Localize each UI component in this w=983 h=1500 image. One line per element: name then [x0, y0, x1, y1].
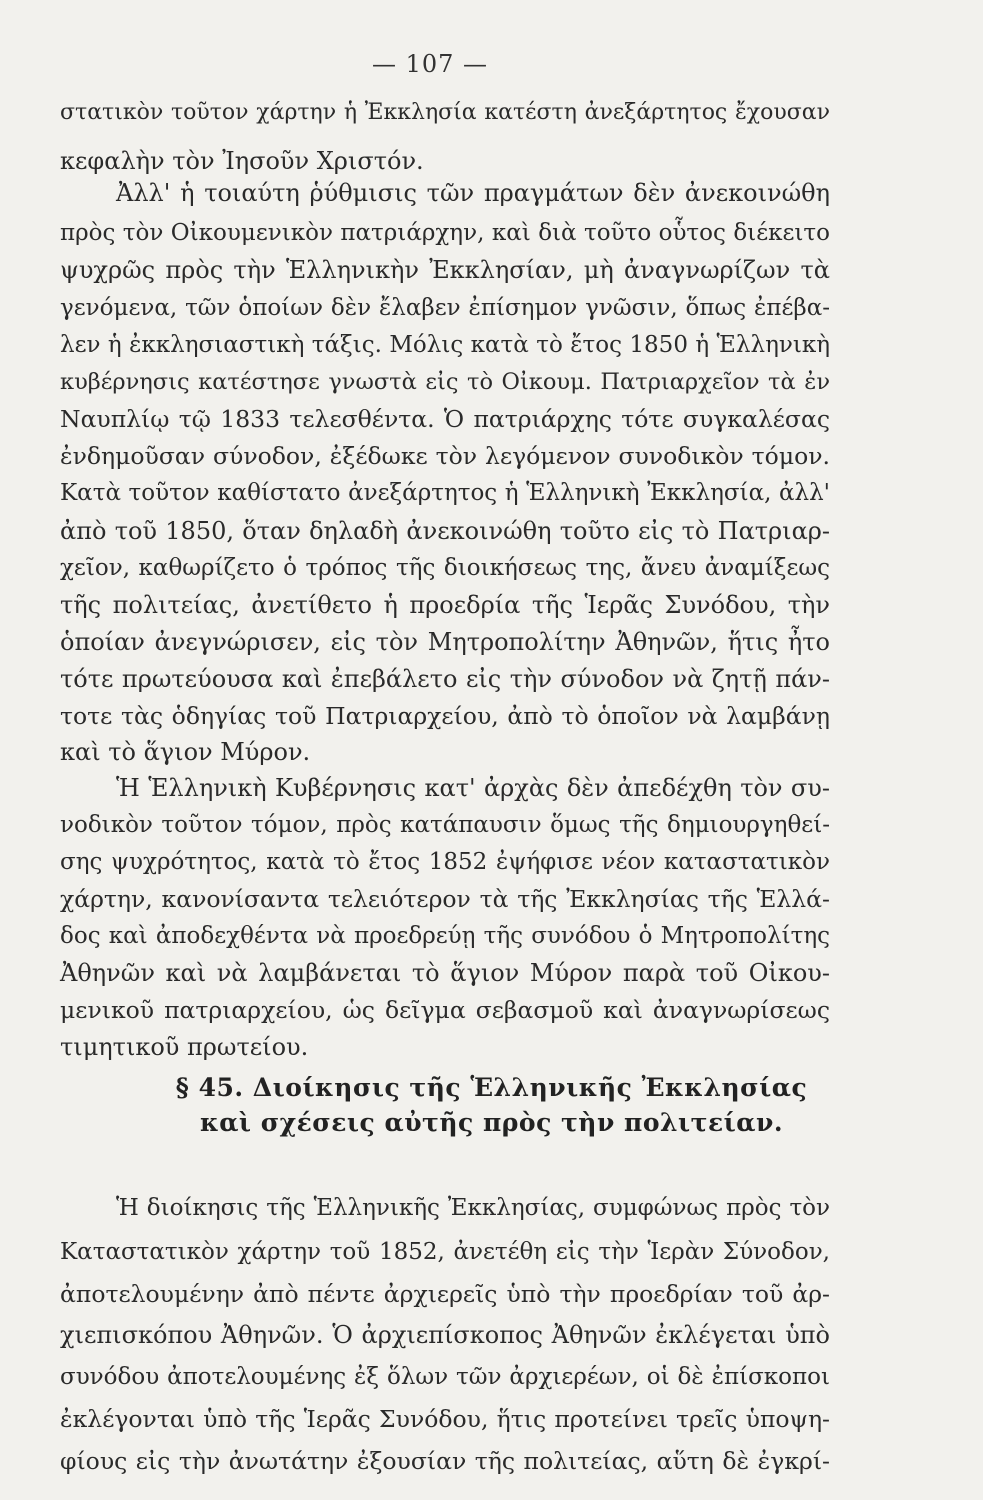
- text-line: Ἀλλ' ἡ τοιαύτη ῥύθμισις τῶν πραγμάτων δὲν ἀνεκοινώθη: [116, 179, 830, 207]
- section-heading: § 45. Διοίκησις τῆς Ἑλληνικῆς Ἐκκλησίας: [175, 1073, 808, 1102]
- text-line: ψυχρῶς πρὸς τὴν Ἑλληνικὴν Ἐκκλησίαν, μὴ ἀναγνωρίζων τὰ: [60, 256, 830, 284]
- text-line: Ἡ διοίκησις τῆς Ἑλληνικῆς Ἐκκλησίας, συμφώνως πρὸς τὸν: [116, 1195, 830, 1221]
- text-line: συνόδου ἀποτελουμένης ἐξ ὅλων τῶν ἀρχιερέων, οἱ δὲ ἐπίσκοποι: [60, 1364, 830, 1390]
- text-line: στατικὸν τοῦτον χάρτην ἡ Ἐκκλησία κατέστη ἀνεξάρτητος ἔχουσαν: [60, 100, 830, 125]
- text-line: ἐκλέγονται ὑπὸ τῆς Ἱερᾶς Συνόδου, ἥτις προτείνει τρεῖς ὑποψη-: [60, 1405, 830, 1433]
- text-line: καὶ τὸ ἅγιον Μύρον.: [60, 738, 311, 766]
- text-line: τῆς πολιτείας, ἀνετίθετο ἡ προεδρία τῆς Ἱερᾶς Συνόδου, τὴν: [60, 591, 830, 619]
- text-line: τιμητικοῦ πρωτείου.: [60, 1033, 309, 1061]
- text-line: χεῖον, καθωρίζετο ὁ τρόπος τῆς διοικήσεως της, ἄνευ ἀναμίξεως: [60, 555, 830, 581]
- page-number: — 107 —: [371, 50, 489, 78]
- text-line: Κατὰ τοῦτον καθίστατο ἀνεξάρτητος ἡ Ἑλληνικὴ Ἐκκλησία, ἀλλ': [60, 480, 830, 506]
- text-line: χάρτην, κανονίσαντα τελειότερον τὰ τῆς Ἐκκλησίας τῆς Ἑλλά-: [60, 885, 830, 913]
- text-line: Ναυπλίῳ τῷ 1833 τελεσθέντα. Ὁ πατριάρχης τότε συγκαλέσας: [60, 405, 830, 433]
- text-line: σης ψυχρότητος, κατὰ τὸ ἔτος 1852 ἐψήφισε νέον καταστατικὸν: [60, 849, 830, 875]
- text-line: ἀποτελουμένην ἀπὸ πέντε ἀρχιερεῖς ὑπὸ τὴν προεδρίαν τοῦ ἀρ-: [60, 1280, 830, 1308]
- section-heading: καὶ σχέσεις αὐτῆς πρὸς τὴν πολιτείαν.: [199, 1108, 784, 1137]
- text-line: φίους εἰς τὴν ἀνωτάτην ἐξουσίαν τῆς πολιτείας, αὕτη δὲ ἐγκρί-: [60, 1447, 830, 1475]
- text-line: πρὸς τὸν Οἰκουμενικὸν πατριάρχην, καὶ διὰ τοῦτο οὗτος διέκειτο: [60, 220, 830, 246]
- text-line: Ἡ Ἑλληνικὴ Κυβέρνησις κατ' ἀρχὰς δὲν ἀπεδέχθη τὸν συ-: [116, 774, 830, 802]
- text-line: νοδικὸν τοῦτον τόμον, πρὸς κατάπαυσιν ὅμως τῆς δημιουργηθεί-: [60, 812, 830, 838]
- text-line: τοτε τὰς ὁδηγίας τοῦ Πατριαρχείου, ἀπὸ τὸ ὁποῖον νὰ λαμβάνῃ: [60, 702, 830, 730]
- text-line: κυβέρνησις κατέστησε γνωστὰ εἰς τὸ Οἰκουμ. Πατριαρχεῖον τὰ ἐν: [60, 369, 830, 395]
- text-line: ἀπὸ τοῦ 1850, ὅταν δηλαδὴ ἀνεκοινώθη τοῦτο εἰς τὸ Πατριαρ-: [60, 517, 830, 545]
- text-line: μενικοῦ πατριαρχείου, ὡς δεῖγμα σεβασμοῦ καὶ ἀναγνωρίσεως: [60, 996, 830, 1024]
- text-line: δος καὶ ἀποδεχθέντα νὰ προεδρεύῃ τῆς συνόδου ὁ Μητροπολίτης: [60, 923, 830, 949]
- text-line: τότε πρωτεύουσα καὶ ἐπεβάλετο εἰς τὴν σύνοδον νὰ ζητῇ πάν-: [60, 665, 830, 693]
- text-line: λεν ἡ ἐκκλησιαστικὴ τάξις. Μόλις κατὰ τὸ ἔτος 1850 ἡ Ἑλληνικὴ: [60, 332, 830, 358]
- text-line: χιεπισκόπου Ἀθηνῶν. Ὁ ἀρχιεπίσκοπος Ἀθηνῶν ἐκλέγεται ὑπὸ: [60, 1321, 830, 1349]
- text-line: Καταστατικὸν χάρτην τοῦ 1852, ἀνετέθη εἰς τὴν Ἱερὰν Σύνοδον,: [60, 1239, 830, 1265]
- text-line: Ἀθηνῶν καὶ νὰ λαμβάνεται τὸ ἅγιον Μύρον παρὰ τοῦ Οἰκου-: [60, 959, 830, 987]
- text-line: ὁποίαν ἀνεγνώρισεν, εἰς τὸν Μητροπολίτην Ἀθηνῶν, ἥτις ἦτο: [60, 628, 830, 656]
- text-line: κεφαλὴν τὸν Ἰησοῦν Χριστόν.: [60, 147, 424, 175]
- text-line: γενόμενα, τῶν ὁποίων δὲν ἔλαβεν ἐπίσημον γνῶσιν, ὅπως ἐπέβα-: [60, 295, 830, 321]
- text-line: ἐνδημοῦσαν σύνοδον, ἐξέδωκε τὸν λεγόμενον συνοδικὸν τόμον.: [60, 442, 830, 470]
